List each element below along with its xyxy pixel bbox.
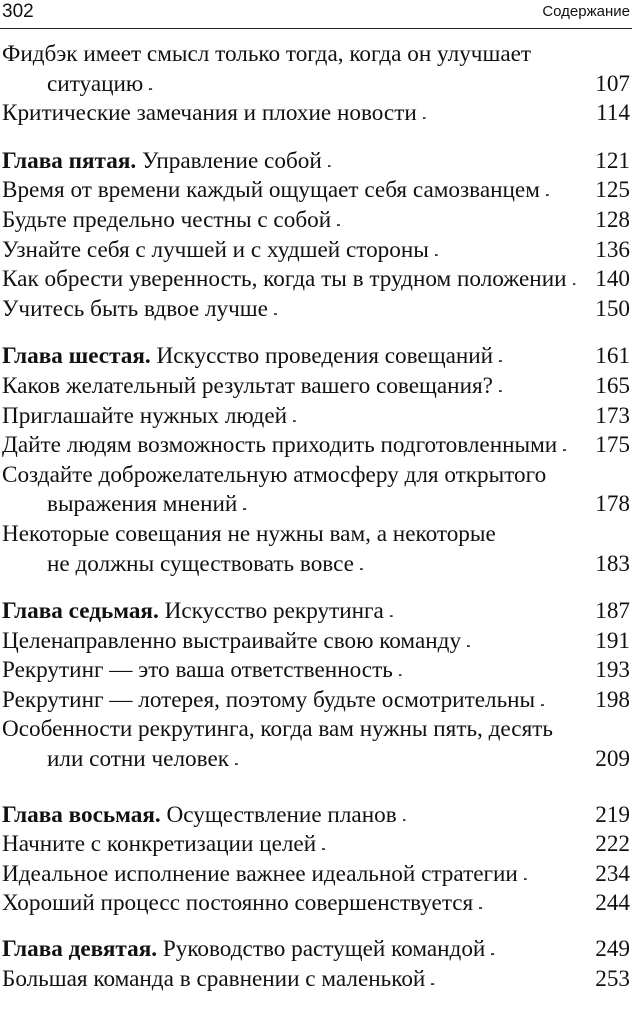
page-reference: 191	[595, 627, 630, 654]
entry-text: или сотни человек	[47, 746, 230, 773]
section-gap	[0, 129, 632, 147]
toc-chapter-entry[interactable]	[0, 597, 632, 627]
entry-text: Как обрести уверенность, когда ты в трудном положении	[2, 266, 567, 293]
toc-entry-title	[2, 402, 287, 432]
toc-entry[interactable]	[0, 295, 632, 325]
dot-leader	[573, 264, 590, 294]
entry-text: Учитесь быть вдвое лучше	[2, 295, 268, 322]
toc-line	[0, 342, 632, 372]
toc-entry-title	[2, 860, 518, 890]
dot-leader	[243, 489, 589, 519]
toc-line	[0, 295, 632, 325]
dot-leader	[541, 685, 589, 715]
toc-entry[interactable]	[0, 176, 632, 206]
toc-entry-title	[2, 686, 535, 716]
toc-entry[interactable]	[0, 372, 632, 402]
toc-entry[interactable]	[0, 860, 632, 890]
entry-text: Идеальное исполнение важнее идеальной стратегии	[2, 860, 518, 887]
dot-leader	[435, 235, 589, 265]
toc-line	[0, 860, 632, 890]
page-reference: 175	[595, 432, 630, 459]
entry-text: Узнайте себя с лучшей и с худшей стороны	[2, 236, 429, 263]
chapter-label: Глава девятая.	[2, 936, 158, 963]
page-reference: 161	[595, 343, 630, 370]
chapter-label: Глава пятая.	[2, 147, 137, 174]
entry-text: Начните с конкретизации целей	[2, 831, 317, 858]
chapter-label: Глава шестая.	[2, 343, 151, 370]
page-reference: 173	[595, 402, 630, 429]
toc-line	[0, 597, 632, 627]
toc-entry-title	[2, 176, 540, 206]
toc-entry[interactable]	[0, 520, 632, 579]
page-reference: 244	[595, 890, 630, 917]
toc-line	[0, 686, 632, 716]
page-reference: 183	[595, 550, 630, 577]
running-head: Содержание	[542, 3, 630, 20]
toc-entry-title	[2, 206, 331, 236]
page-header	[0, 0, 632, 29]
dot-leader	[423, 98, 590, 128]
toc-chapter-entry[interactable]	[0, 935, 632, 965]
entry-text: Некоторые совещания не нужны вам, а некоторые	[2, 520, 496, 547]
toc-line	[0, 147, 632, 177]
table-of-contents	[0, 40, 632, 994]
toc-entry-title	[2, 265, 567, 295]
toc-entry[interactable]	[0, 656, 632, 686]
dot-leader	[293, 401, 589, 431]
dot-leader	[491, 934, 589, 964]
entry-text: Руководство растущей командой	[162, 936, 486, 963]
section-gap	[0, 775, 632, 801]
page-reference: 165	[595, 372, 630, 399]
page-reference: 128	[595, 206, 630, 233]
toc-entry-title	[2, 40, 531, 70]
dot-leader	[499, 371, 589, 401]
toc-line	[0, 520, 632, 550]
toc-entry-title	[2, 830, 316, 860]
page-reference: 114	[596, 100, 630, 127]
toc-entry-title	[2, 715, 553, 745]
dot-leader	[235, 744, 589, 774]
toc-entry-title	[2, 342, 493, 372]
dot-leader	[149, 69, 589, 99]
page-reference: 187	[595, 598, 630, 625]
toc-entry[interactable]	[0, 402, 632, 432]
page-number: 302	[2, 1, 34, 22]
toc-entry-title	[2, 597, 384, 627]
toc-entry[interactable]	[0, 431, 632, 461]
toc-entry[interactable]	[0, 627, 632, 657]
page-reference: 209	[595, 746, 630, 773]
toc-entry-title	[2, 627, 461, 657]
dot-leader	[479, 888, 589, 918]
toc-entry[interactable]	[0, 236, 632, 266]
toc-chapter-entry[interactable]	[0, 342, 632, 372]
toc-entry[interactable]	[0, 889, 632, 919]
entry-text: выражения мнений	[47, 491, 238, 518]
toc-entry-title	[2, 431, 557, 461]
dot-leader	[403, 800, 590, 830]
entry-text: Фидбэк имеет смысл только тогда, когда он улучшает	[2, 41, 532, 67]
toc-entry[interactable]	[0, 265, 632, 295]
toc-line	[0, 801, 632, 831]
toc-entry-title	[2, 801, 397, 831]
page-reference: 140	[595, 266, 630, 293]
toc-entry-title	[2, 520, 496, 550]
section-gap	[0, 919, 632, 935]
entry-text: Хороший процесс постоянно совершенствуется	[2, 890, 474, 917]
dot-leader	[274, 294, 589, 324]
entry-text: ситуацию	[47, 70, 144, 97]
page-reference: 178	[595, 491, 630, 518]
toc-line	[0, 715, 632, 745]
toc-entry[interactable]	[0, 715, 632, 774]
page-reference: 222	[595, 831, 630, 858]
dot-leader	[399, 655, 589, 685]
section-gap	[0, 324, 632, 342]
entry-text: Искусство рекрутинга	[164, 598, 384, 625]
toc-line	[0, 627, 632, 657]
entry-text: Критические замечания и плохие новости	[2, 100, 417, 127]
toc-line	[0, 70, 632, 100]
entry-text: Время от времени каждый ощущает себя самозванцем	[2, 177, 540, 204]
toc-line	[0, 99, 632, 129]
dot-leader	[563, 430, 589, 460]
toc-line	[0, 745, 632, 775]
page-reference: 121	[595, 147, 630, 174]
toc-entry-title	[47, 490, 237, 520]
entry-text: Дайте людям возможность приходить подготовленными	[2, 432, 558, 459]
dot-leader	[499, 341, 589, 371]
toc-entry-title	[2, 147, 322, 177]
entry-text: Будьте предельно честны с собой	[2, 206, 332, 233]
toc-line	[0, 656, 632, 686]
page-reference: 234	[595, 860, 630, 887]
toc-line	[0, 830, 632, 860]
entry-text: Рекрутинг — лотерея, поэтому будьте осмотрительны	[2, 686, 536, 713]
toc-entry-title	[2, 889, 473, 919]
toc-entry[interactable]	[0, 206, 632, 236]
page-reference: 125	[595, 177, 630, 204]
page-reference: 253	[595, 965, 630, 992]
toc-line	[0, 550, 632, 580]
toc-entry-title	[2, 372, 493, 402]
toc-entry[interactable]	[0, 99, 632, 129]
entry-text: Управление собой	[141, 147, 322, 174]
toc-entry[interactable]	[0, 830, 632, 860]
toc-line	[0, 40, 632, 70]
toc-line	[0, 461, 632, 491]
toc-entry-title	[2, 99, 417, 129]
toc-line	[0, 372, 632, 402]
toc-line	[0, 490, 632, 520]
chapter-label: Глава седьмая.	[2, 598, 159, 625]
toc-entry-title	[47, 70, 143, 100]
dot-leader	[360, 549, 589, 579]
toc-entry-title	[47, 745, 229, 775]
toc-line	[0, 889, 632, 919]
toc-line	[0, 236, 632, 266]
page-reference: 150	[595, 295, 630, 322]
toc-chapter-entry[interactable]	[0, 801, 632, 831]
toc-chapter-entry[interactable]	[0, 147, 632, 177]
dot-leader	[390, 596, 589, 626]
section-gap	[0, 579, 632, 597]
toc-line	[0, 935, 632, 965]
toc-entry-title	[2, 295, 268, 325]
toc-entry[interactable]	[0, 965, 632, 995]
toc-entry-title	[47, 550, 354, 580]
toc-entry[interactable]	[0, 461, 632, 520]
entry-text: Создайте доброжелательную атмосферу для открытого	[2, 461, 547, 488]
dot-leader	[467, 626, 589, 656]
dot-leader	[546, 175, 589, 205]
entry-text: Приглашайте нужных людей	[2, 402, 288, 429]
entry-text: Осуществление планов	[166, 801, 397, 828]
entry-text: Особенности рекрутинга, когда вам нужны пять, десять	[2, 716, 553, 743]
toc-entry[interactable]	[0, 686, 632, 716]
entry-text: Рекрутинг — это ваша ответственность	[2, 657, 393, 684]
page-reference: 136	[595, 236, 630, 263]
toc-line	[0, 265, 632, 295]
toc-entry-title	[2, 461, 546, 491]
toc-line	[0, 176, 632, 206]
toc-entry-title	[2, 656, 393, 686]
entry-text: Каков желательный результат вашего совещания?	[2, 372, 493, 399]
dot-leader	[322, 829, 589, 859]
toc-line	[0, 206, 632, 236]
dot-leader	[328, 146, 589, 176]
page-reference: 249	[595, 936, 630, 963]
entry-text: Искусство проведения совещаний	[156, 343, 494, 370]
toc-line	[0, 431, 632, 461]
toc-line	[0, 402, 632, 432]
page-reference: 107	[595, 70, 630, 97]
toc-entry-title	[2, 965, 425, 995]
page-reference: 193	[595, 657, 630, 684]
dot-leader	[431, 964, 589, 994]
page-reference: 219	[595, 801, 630, 828]
chapter-label: Глава восьмая.	[2, 801, 161, 828]
toc-entry-title	[2, 935, 485, 965]
dot-leader	[337, 205, 589, 235]
entry-text: Большая команда в сравнении с маленькой	[2, 965, 426, 992]
toc-entry-title	[2, 236, 429, 266]
toc-line	[0, 965, 632, 995]
toc-entry[interactable]	[0, 40, 632, 99]
dot-leader	[524, 859, 589, 889]
entry-text: не должны существовать вовсе	[47, 550, 354, 577]
page-reference: 198	[595, 686, 630, 713]
entry-text: Целенаправленно выстраивайте свою команду	[2, 627, 462, 654]
